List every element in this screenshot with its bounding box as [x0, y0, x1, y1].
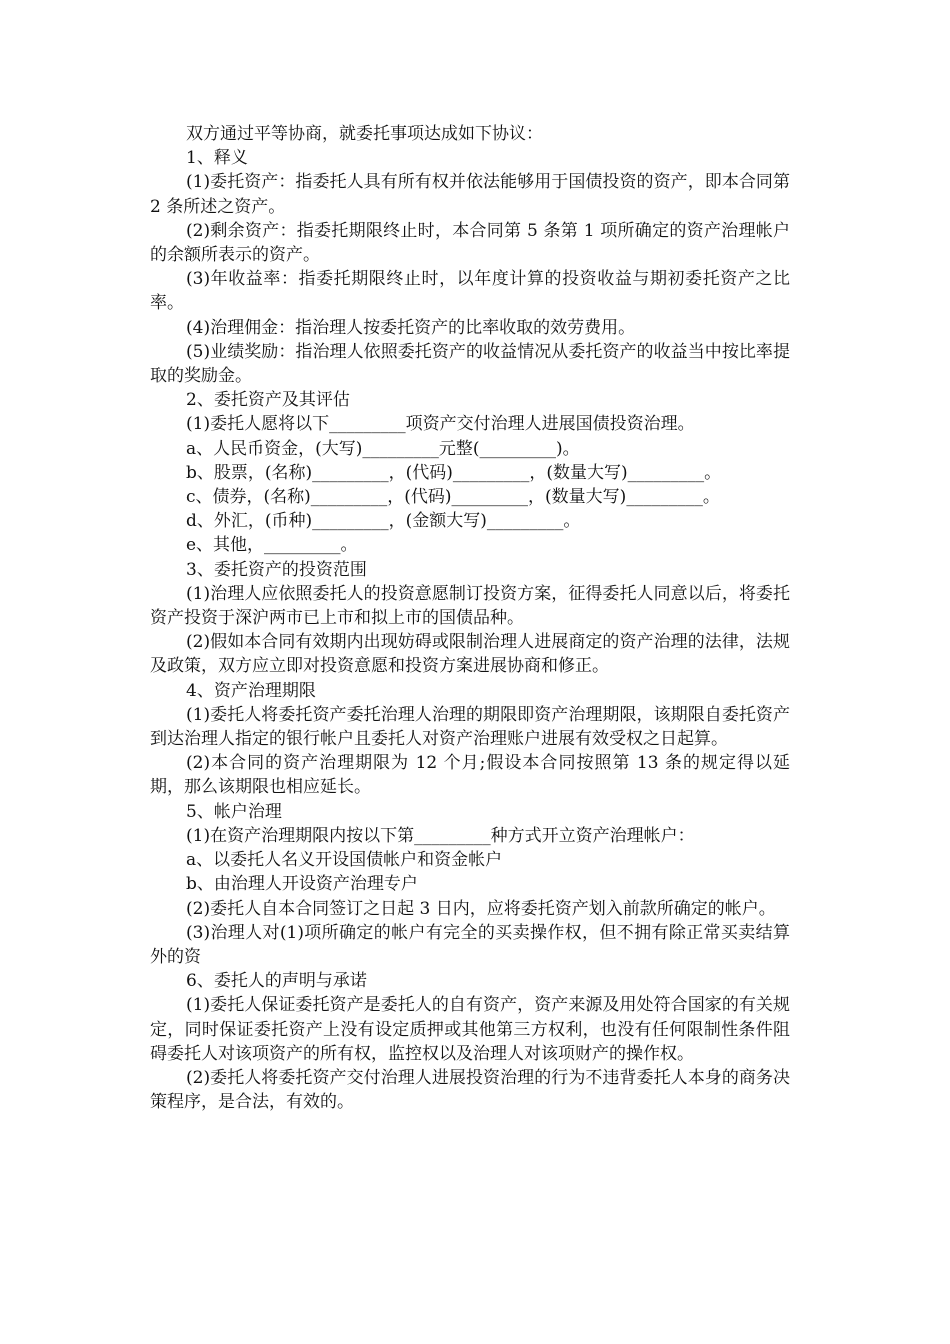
- paragraph: (2)本合同的资产治理期限为 12 个月;假设本合同按照第 13 条的规定得以延期，那么该期限也相应延长。: [150, 753, 790, 798]
- section-heading-3: 3、委托资产的投资范围: [186, 559, 367, 580]
- intro-paragraph: 双方通过平等协商，就委托事项达成如下协议：: [186, 124, 543, 144]
- paragraph: (1)委托资产：指委托人具有所有权并依法能够用于国债投资的资产，即本合同第 2 条所述之资产。: [150, 172, 790, 217]
- paragraph: (2)委托人自本合同签订之日起 3 日内，应将委托资产划入前款所确定的帐户。: [186, 898, 776, 919]
- list-item: b、股票，(名称)_________，(代码)_________，(数量大写)_________。: [186, 462, 722, 483]
- list-item: a、以委托人名义开设国债帐户和资金帐户: [186, 850, 503, 871]
- paragraph: (2)委托人将委托资产交付治理人进展投资治理的行为不违背委托人本身的商务决策程序，是合法，有效的。: [150, 1067, 790, 1113]
- paragraph: (5)业绩奖励：指治理人依照委托资产的收益情况从委托资产的收益当中按比率提取的奖励金。: [150, 341, 790, 387]
- list-item: c、债券，(名称)_________，(代码)_________，(数量大写)_________。: [186, 487, 720, 508]
- list-item: e、其他，_________。: [186, 535, 358, 556]
- paragraph: (4)治理佣金：指治理人按委托资产的比率收取的效劳费用。: [186, 317, 636, 338]
- paragraph: (1)委托人将委托资产委托治理人治理的期限即资产治理期限，该期限自委托资产到达治理人指定的银行帐户且委托人对资产治理账户进展有效受权之日起算。: [150, 704, 790, 750]
- paragraph: (1)委托人保证委托资产是委托人的自有资产，资产来源及用处符合国家的有关规定，同时保证委托资产上没有设定质押或其他第三方权利，也没有任何限制性条件阻碍委托人对该项资产的所有权，监控权以及治理人对该项财产的操作权。: [150, 995, 790, 1064]
- section-heading-1: 1、释义: [186, 148, 248, 169]
- list-item: d、外汇，(币种)_________，(金额大写)_________。: [186, 511, 581, 532]
- paragraph: (3)年收益率：指委托期限终止时，以年度计算的投资收益与期初委托资产之比率。: [150, 269, 790, 314]
- paragraph: (2)剩余资产：指委托期限终止时，本合同第 5 条第 1 项所确定的资产治理帐户的余额所表示的资产。: [150, 220, 790, 266]
- document-body: [150, 122, 790, 1114]
- paragraph: (1)在资产治理期限内按以下第_________种方式开立资产治理帐户：: [186, 825, 695, 846]
- section-heading-2: 2、委托资产及其评估: [186, 390, 350, 411]
- paragraph: (1)治理人应依照委托人的投资意愿制订投资方案，征得委托人同意以后，将委托资产投资于深沪两市已上市和拟上市的国债品种。: [150, 583, 790, 629]
- section-heading-6: 6、委托人的声明与承诺: [186, 971, 367, 992]
- paragraph: (1)委托人愿将以下_________项资产交付治理人进展国债投资治理。: [186, 414, 695, 435]
- section-heading-5: 5、帐户治理: [186, 801, 282, 822]
- paragraph: (2)假如本合同有效期内出现妨碍或限制治理人进展商定的资产治理的法律，法规及政策，双方应立即对投资意愿和投资方案进展协商和修正。: [150, 632, 790, 677]
- section-heading-4: 4、资产治理期限: [186, 680, 316, 701]
- list-item: a、人民币资金，(大写)_________元整(_________)。: [186, 438, 580, 459]
- paragraph: (3)治理人对(1)项所确定的帐户有完全的买卖操作权，但不拥有除正常买卖结算外的资: [150, 922, 790, 967]
- list-item: b、由治理人开设资产治理专户: [186, 874, 418, 895]
